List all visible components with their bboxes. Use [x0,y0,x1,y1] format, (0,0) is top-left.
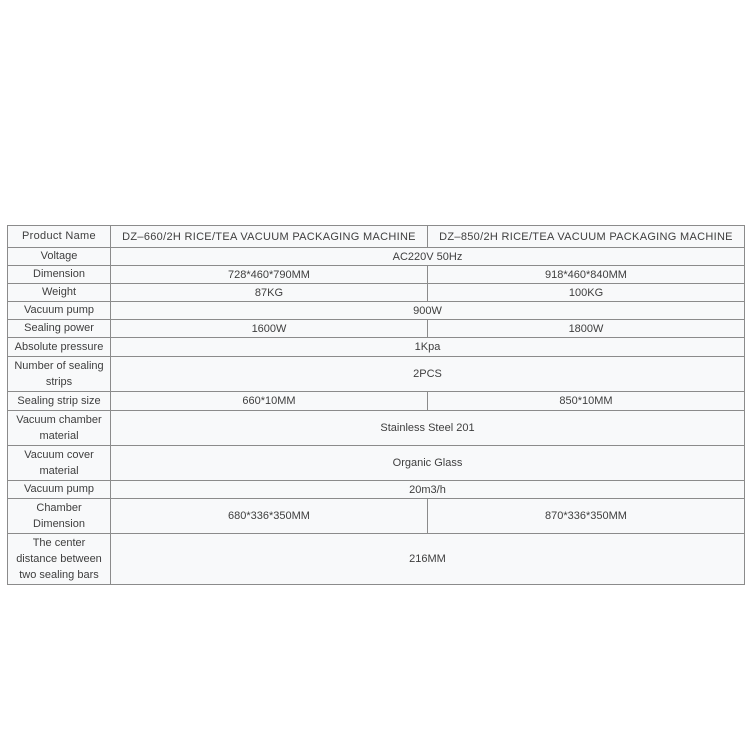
row-label: Weight [8,284,111,302]
row-value: 87KG [111,284,428,302]
row-value: AC220V 50Hz [111,248,745,266]
spec-table [7,225,745,585]
row-label: Vacuum pump [8,302,111,320]
row-label: Vacuum chamber material [8,411,111,446]
table-row [8,338,745,357]
row-value: 728*460*790MM [111,266,428,284]
row-value: 100KG [428,284,745,302]
row-value: 1800W [428,320,745,338]
row-value: Organic Glass [111,446,745,481]
row-value: Stainless Steel 201 [111,411,745,446]
row-label: Dimension [8,266,111,284]
table-row [8,248,745,266]
row-label: Vacuum pump [8,481,111,499]
table-row [8,481,745,499]
row-value: DZ–850/2H RICE/TEA VACUUM PACKAGING MACHINE [428,226,745,248]
row-value: 2PCS [111,357,745,392]
row-label: Product Name [8,226,111,248]
spec-table-body [8,226,745,585]
table-row [8,226,745,248]
row-value: 1Kpa [111,338,745,357]
row-label: Voltage [8,248,111,266]
row-label: Absolute pressure [8,338,111,357]
row-value: 216MM [111,534,745,585]
table-row [8,357,745,392]
row-value: 900W [111,302,745,320]
table-row [8,534,745,585]
table-row [8,320,745,338]
row-label: Vacuum cover material [8,446,111,481]
table-row [8,284,745,302]
table-row [8,302,745,320]
table-row [8,446,745,481]
row-label: The center distance between two sealing bars [8,534,111,585]
row-label: Number of sealing strips [8,357,111,392]
row-value: 660*10MM [111,392,428,411]
table-row [8,411,745,446]
table-row [8,392,745,411]
row-value: 20m3/h [111,481,745,499]
row-value: 1600W [111,320,428,338]
table-row [8,266,745,284]
row-label: Sealing strip size [8,392,111,411]
row-value: DZ–660/2H RICE/TEA VACUUM PACKAGING MACHINE [111,226,428,248]
row-value: 870*336*350MM [428,499,745,534]
table-row [8,499,745,534]
row-value: 850*10MM [428,392,745,411]
row-value: 680*336*350MM [111,499,428,534]
row-label: Chamber Dimension [8,499,111,534]
row-value: 918*460*840MM [428,266,745,284]
row-label: Sealing power [8,320,111,338]
